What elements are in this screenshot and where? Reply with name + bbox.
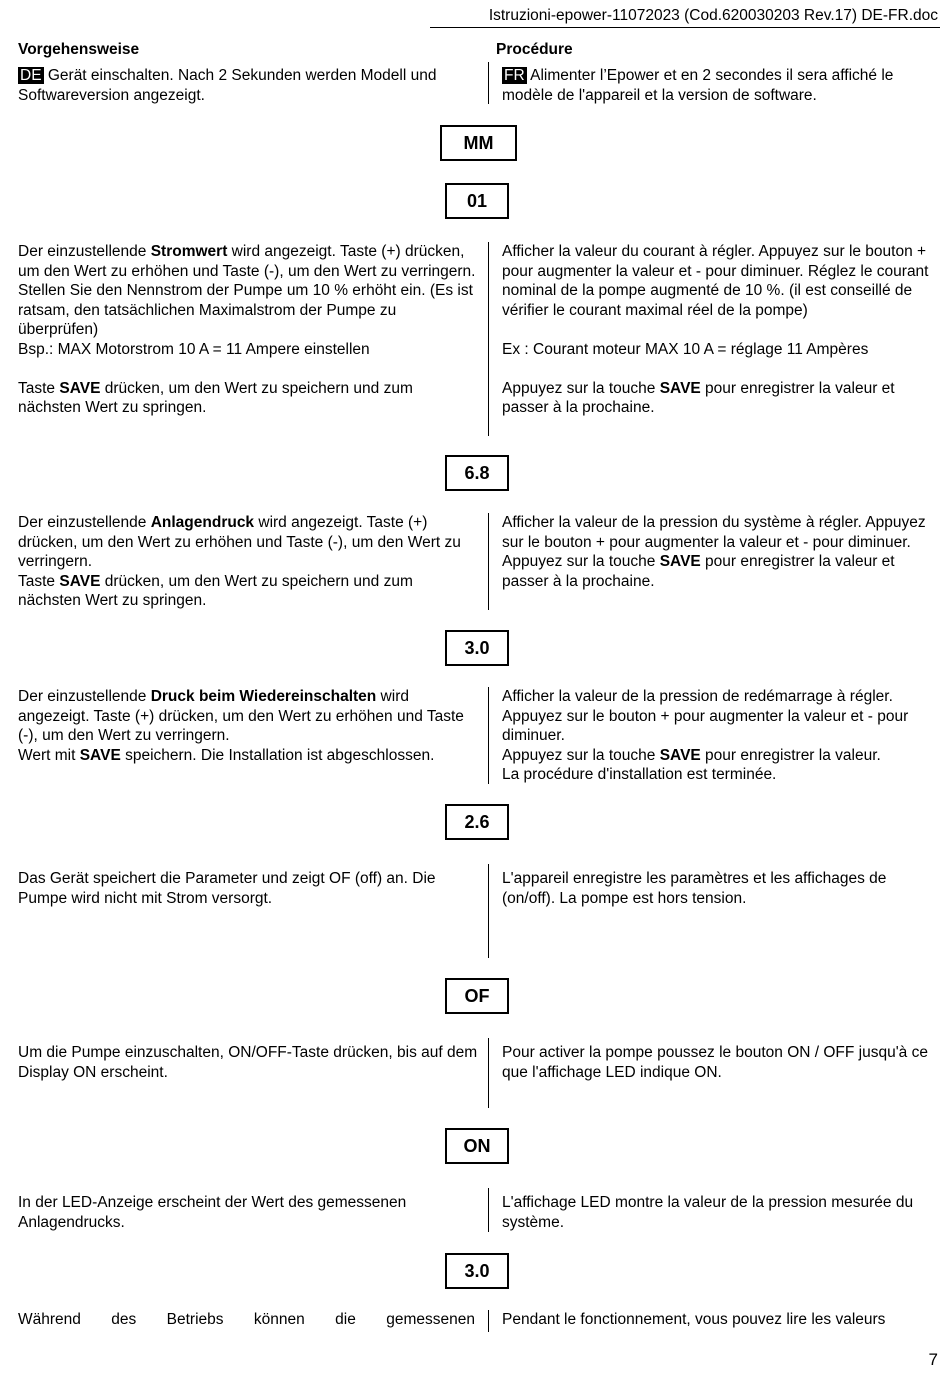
column-divider: [488, 62, 489, 104]
column-divider: [488, 242, 489, 436]
section-on-fr: Pour activer la pompe poussez le bouton ON / OFF jusqu'à ce que l'affichage LED indique ON.: [502, 1044, 928, 1081]
display-box-of: OF: [445, 978, 509, 1014]
display-box-01: 01: [445, 183, 509, 219]
display-box-3-0: 3.0: [445, 630, 509, 666]
section-off-de: Das Gerät speichert die Parameter und zeigt OF (off) an. Die Pumpe wird nicht mit Strom versorgt.: [18, 870, 436, 907]
section-restart-pressure-de: Der einzustellende Druck beim Wiedereinschalten wird angezeigt. Taste (+) drücken, um den Wert zu erhöhen und Taste (-), um den Wert zu verringern. Wert mit SAVE speichern. Die Installation ist abgeschlossen.: [18, 688, 464, 764]
de-language-tag: DE: [20, 67, 42, 84]
display-box-6-8: 6.8: [445, 455, 509, 491]
section-current-fr: Afficher la valeur du courant à régler. Appuyez sur le bouton + pour augmenter la valeur et - pour diminuer. Réglez le courant nominal de la pompe augmenté de 10 %. (il est conseillé de vérifier le courant maximal réel de la pompe) Ex : Courant moteur MAX 10 A = réglage 11 Ampères Appuyez sur la touche SAVE pour enregistrer la valeur et passer à la prochaine.: [502, 243, 929, 416]
section-operation-fr: Pendant le fonctionnement, vous pouvez lire les valeurs: [502, 1311, 886, 1328]
section-led-de: In der LED-Anzeige erscheint der Wert des gemessenen Anlagendrucks.: [18, 1194, 407, 1231]
section-off-fr: L'appareil enregistre les paramètres et les affichages de (on/off). La pompe est hors tension.: [502, 870, 887, 907]
heading-fr: Procédure: [496, 41, 573, 58]
section-current-de: Der einzustellende Stromwert wird angezeigt. Taste (+) drücken, um den Wert zu erhöhen und Taste (-), um den Wert zu verringern. Stellen Sie den Nennstrom der Pumpe um 10 % erhöht ein. (Es ist ratsam, den tatsächlichen Maximalstrom der Pumpe zu überprüfen) Bsp.: MAX Motorstrom 10 A = 11 Ampere einstellen Taste SAVE drücken, um den Wert zu speichern und zum nächsten Wert zu springen.: [18, 243, 476, 416]
section-on-de: Um die Pumpe einzuschalten, ON/OFF-Taste drücken, bis auf dem Display ON erscheint.: [18, 1044, 478, 1081]
page-number: 7: [928, 1350, 938, 1369]
column-divider: [488, 687, 489, 784]
column-divider: [488, 1038, 489, 1108]
intro-de: DE Gerät einschalten. Nach 2 Sekunden werden Modell und Softwareversion angezeigt.: [18, 67, 437, 104]
display-box-on: ON: [445, 1128, 509, 1164]
column-divider: [488, 1310, 489, 1332]
section-restart-pressure-fr: Afficher la valeur de la pression de redémarrage à régler. Appuyez sur le bouton + pour augmenter la valeur et - pour diminuer. Appuyez sur la touche SAVE pour enregistrer la valeur. La procédure d'installation est terminée.: [502, 688, 909, 783]
section-system-pressure-de: Der einzustellende Anlagendruck wird angezeigt. Taste (+) drücken, um den Wert zu erhöhen und Taste (-), um den Wert zu verringern. Taste SAVE drücken, um den Wert zu speichern und zum nächsten Wert zu springen.: [18, 514, 461, 609]
document-header: Istruzioni-epower-11072023 (Cod.620030203 Rev.17) DE-FR.doc: [488, 7, 938, 24]
display-box-2-6: 2.6: [445, 804, 509, 840]
section-operation-de: Während des Betriebs können die gemessenen: [18, 1311, 475, 1328]
section-system-pressure-fr: Afficher la valeur de la pression du système à régler. Appuyez sur le bouton + pour augmenter la valeur et - pour diminuer. Appuyez sur la touche SAVE pour enregistrer la valeur et passer à la prochaine.: [502, 514, 926, 590]
column-divider: [488, 513, 489, 610]
column-divider: [488, 1188, 489, 1232]
heading-de: Vorgehensweise: [18, 41, 140, 58]
section-led-fr: L'affichage LED montre la valeur de la pression mesurée du système.: [502, 1194, 914, 1231]
header-rule: [430, 27, 940, 28]
intro-fr: FR Alimenter l’Epower et en 2 secondes il sera affiché le modèle de l'appareil et la version de software.: [502, 67, 894, 104]
column-divider: [488, 864, 489, 958]
display-box-mm: MM: [440, 125, 517, 161]
fr-language-tag: FR: [504, 67, 525, 84]
display-box-3-0-measured: 3.0: [445, 1253, 509, 1289]
